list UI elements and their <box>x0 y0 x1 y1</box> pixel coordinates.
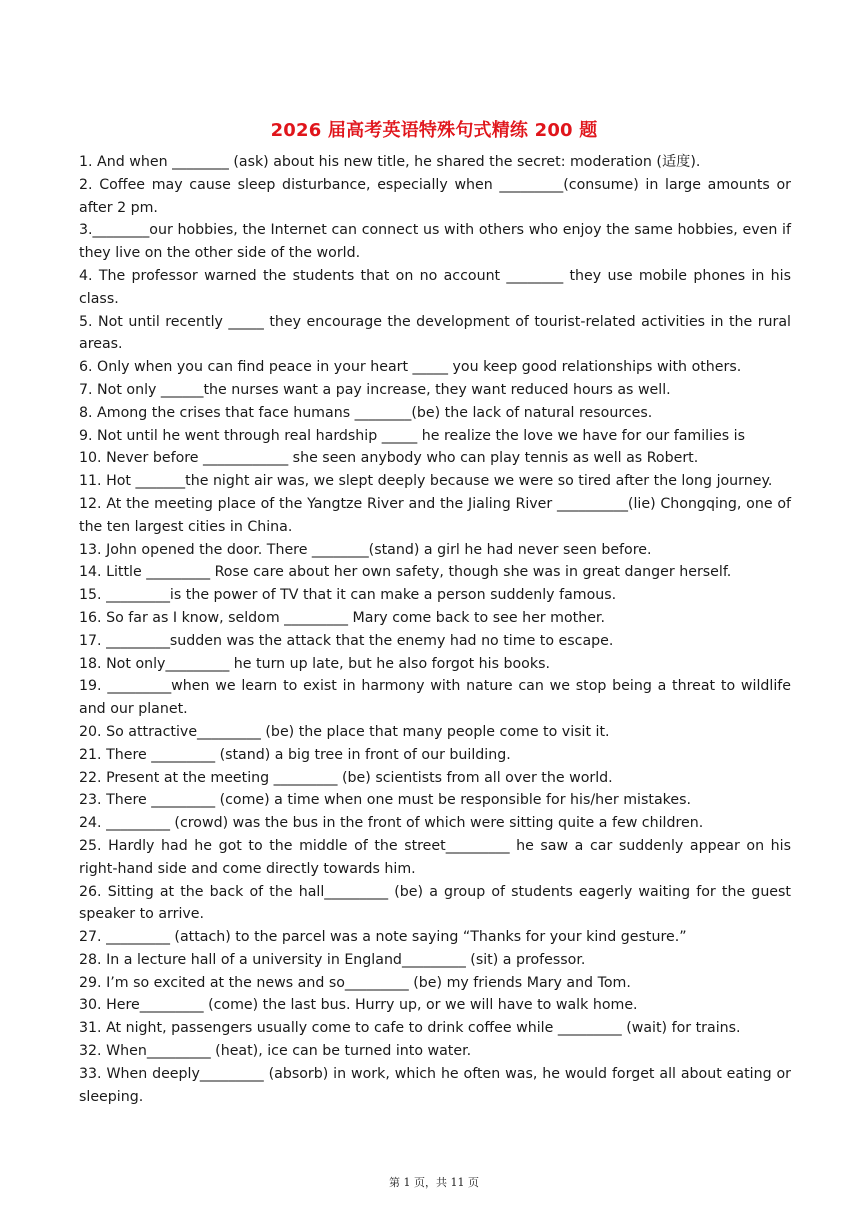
exercise-item: 33. When deeply_________ (absorb) in work, which he often was, he would forget all about eating or sleeping. <box>79 1065 791 1105</box>
exercise-item: 13. John opened the door. There ________(stand) a girl he had never seen before. <box>79 541 652 558</box>
exercise-item: 21. There _________ (stand) a big tree in front of our building. <box>79 746 511 763</box>
exercise-item: 28. In a lecture hall of a university in England_________ (sit) a professor. <box>79 951 586 968</box>
exercise-item: 27. _________ (attach) to the parcel was a note saying “Thanks for your kind gesture.” <box>79 929 687 946</box>
exercise-item: 31. At night, passengers usually come to cafe to drink coffee while _________ (wait) for trains. <box>79 1020 741 1037</box>
exercise-item: 7. Not only ______the nurses want a pay increase, they want reduced hours as well. <box>79 381 671 398</box>
exercise-item: 19. _________when we learn to exist in harmony with nature can we stop being a threat to wildlife and our planet. <box>79 678 791 718</box>
exercise-item: 4. The professor warned the students that on no account ________ they use mobile phones in his class. <box>79 267 791 307</box>
exercise-item: 30. Here_________ (come) the last bus. Hurry up, or we will have to walk home. <box>79 997 638 1014</box>
exercise-item: 11. Hot _______the night air was, we slept deeply because we were so tired after the long journey. <box>79 473 773 490</box>
exercise-item: 22. Present at the meeting _________ (be) scientists from all over the world. <box>79 769 613 786</box>
exercise-item: 18. Not only_________ he turn up late, but he also forgot his books. <box>79 655 550 672</box>
exercise-item: 12. At the meeting place of the Yangtze River and the Jialing River __________(lie) Chongqing, one of the ten largest cities in China. <box>79 495 791 535</box>
exercise-item: 5. Not until recently _____ they encourage the development of tourist-related activities in the rural areas. <box>79 313 791 353</box>
exercise-list <box>79 151 791 1108</box>
page-footer: 第 1 页，共 11 页 <box>389 1176 479 1189</box>
exercise-item: 32. When_________ (heat), ice can be turned into water. <box>79 1043 472 1060</box>
exercise-item: 25. Hardly had he got to the middle of the street_________ he saw a car suddenly appear on his right-hand side and come directly towards him. <box>79 837 791 877</box>
exercise-item: 23. There _________ (come) a time when one must be responsible for his/her mistakes. <box>79 792 691 809</box>
exercise-item: 26. Sitting at the back of the hall_________ (be) a group of students eagerly waiting for the guest speaker to arrive. <box>79 883 791 923</box>
exercise-item: 6. Only when you can find peace in your heart _____ you keep good relationships with others. <box>79 359 742 376</box>
exercise-item: 24. _________ (crowd) was the bus in the front of which were sitting quite a few children. <box>79 815 704 832</box>
exercise-item: 17. _________sudden was the attack that the enemy had no time to escape. <box>79 632 614 649</box>
exercise-item: 16. So far as I know, seldom _________ Mary come back to see her mother. <box>79 609 605 626</box>
document-title: 2026 届高考英语特殊句式精练 200 题 <box>270 120 598 141</box>
exercise-item: 29. I’m so excited at the news and so_________ (be) my friends Mary and Tom. <box>79 974 631 991</box>
exercise-item: 2. Coffee may cause sleep disturbance, especially when _________(consume) in large amounts or after 2 pm. <box>79 176 791 216</box>
exercise-item: 3.________our hobbies, the Internet can connect us with others who enjoy the same hobbies, even if they live on the other side of the world. <box>79 222 791 262</box>
exercise-item: 10. Never before ____________ she seen anybody who can play tennis as well as Robert. <box>79 450 699 467</box>
exercise-item: 14. Little _________ Rose care about her own safety, though she was in great danger herself. <box>79 564 732 581</box>
exercise-item: 1. And when ________ (ask) about his new title, he shared the secret: moderation (适度). <box>79 154 701 170</box>
exercise-item: 9. Not until he went through real hardship _____ he realize the love we have for our families is <box>79 427 746 444</box>
exercise-item: 8. Among the crises that face humans ________(be) the lack of natural resources. <box>79 404 653 421</box>
exercise-item: 15. _________is the power of TV that it can make a person suddenly famous. <box>79 587 617 604</box>
exercise-item: 20. So attractive_________ (be) the place that many people come to visit it. <box>79 723 610 740</box>
